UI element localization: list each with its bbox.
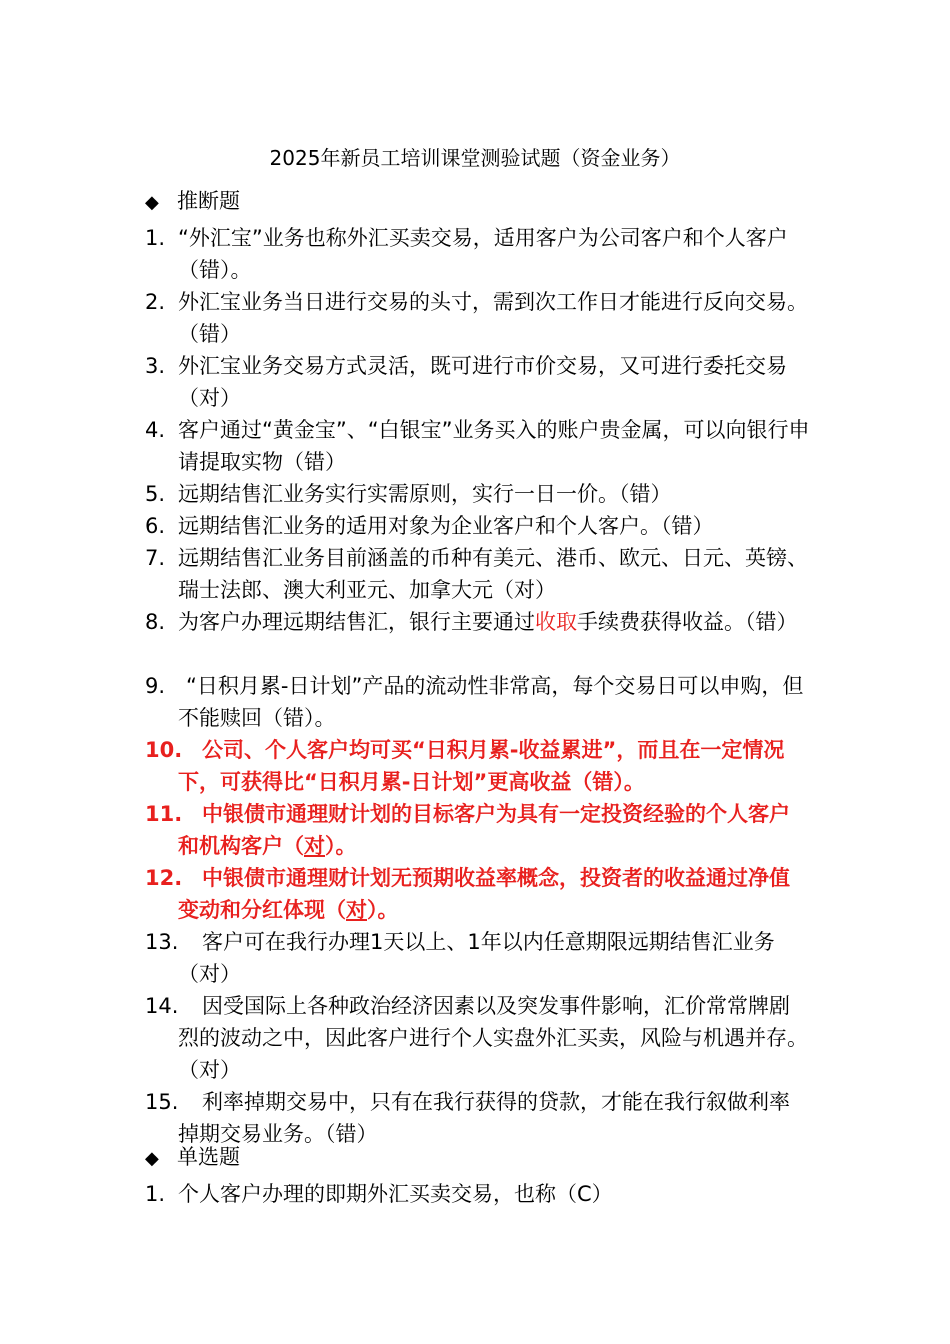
item-text: 远期结售汇业务目前涵盖的币种有美元、港币、欧元、日元、英镑、瑞士法郎、澳大利亚元、加拿大元（对） xyxy=(178,546,808,602)
item-text: 外汇宝业务交易方式灵活，既可进行市价交易，又可进行委托交易（对） xyxy=(178,354,787,410)
item-number: 4. xyxy=(145,418,166,442)
judgment-item-12 xyxy=(145,862,810,926)
judgment-item-2 xyxy=(145,286,810,350)
item-number: 11. xyxy=(145,802,183,826)
diamond-bullet-icon: ◆ xyxy=(145,1148,159,1169)
item-number: 5. xyxy=(145,482,166,506)
item-text: 远期结售汇业务的适用对象为企业客户和个人客户。（错） xyxy=(178,514,714,538)
diamond-bullet-icon: ◆ xyxy=(145,192,159,213)
answer-mark: 对 xyxy=(304,834,325,858)
item-text: 因受国际上各种政治经济因素以及突发事件影响，汇价常常牌剧烈的波动之中，因此客户进行个人实盘外汇买卖，风险与机遇并存。（对） xyxy=(178,994,808,1082)
judgment-item-4 xyxy=(145,414,810,478)
section-heading-label: 推断题 xyxy=(177,189,240,213)
item-text xyxy=(178,798,810,862)
judgment-item-6 xyxy=(145,510,810,542)
item-number: 7. xyxy=(145,546,166,570)
judgment-item-9 xyxy=(145,670,810,734)
item-text: “外汇宝”业务也称外汇买卖交易，适用客户为公司客户和个人客户（错）。 xyxy=(178,226,788,282)
judgment-item-3 xyxy=(145,350,810,414)
judgment-item-11 xyxy=(145,798,810,862)
item-text: “日积月累-日计划”产品的流动性非常高，每个交易日可以申购，但不能赎回（错）。 xyxy=(178,674,804,730)
item-text: 利率掉期交易中，只有在我行获得的贷款，才能在我行叙做利率掉期交易业务。（错） xyxy=(178,1090,790,1146)
single-choice-item-1 xyxy=(145,1178,810,1210)
judgment-item-7 xyxy=(145,542,810,606)
item-text xyxy=(178,862,810,926)
item-text: 远期结售汇业务实行实需原则，实行一日一价。（错） xyxy=(178,482,672,506)
judgment-item-15 xyxy=(145,1086,810,1150)
item-text-part: 手续费获得收益。（错） xyxy=(577,610,798,634)
item-number: 12. xyxy=(145,866,183,890)
item-text: 客户可在我行办理1天以上、1年以内任意期限远期结售汇业务（对） xyxy=(178,930,775,986)
item-number: 2. xyxy=(145,290,166,314)
item-text: 个人客户办理的即期外汇买卖交易，也称（C） xyxy=(178,1182,613,1206)
judgment-item-10 xyxy=(145,734,810,798)
item-number: 10. xyxy=(145,738,183,762)
item-text-part: ）。 xyxy=(325,834,357,858)
item-text-part: 中银债市通理财计划的目标客户为具有一定投资经验的个人客户和机构客户（ xyxy=(178,802,790,858)
section-heading-judgment xyxy=(145,186,240,218)
item-number: 8. xyxy=(145,610,166,634)
judgment-item-5 xyxy=(145,478,810,510)
item-text-part: 为客户办理远期结售汇，银行主要通过 xyxy=(178,610,535,634)
item-text-part: ）。 xyxy=(367,898,399,922)
item-number: 14. xyxy=(145,994,179,1018)
judgment-item-13 xyxy=(145,926,810,990)
answer-mark: 对 xyxy=(346,898,367,922)
document-title: 2025年新员工培训课堂测验试题（资金业务） xyxy=(269,146,681,170)
section-heading-single-choice xyxy=(145,1142,240,1174)
section-heading-label: 单选题 xyxy=(177,1145,240,1169)
item-number: 15. xyxy=(145,1090,179,1114)
item-number: 9. xyxy=(145,674,166,698)
item-text: 客户通过“黄金宝”、“白银宝”业务买入的账户贵金属，可以向银行申请提取实物（错） xyxy=(178,418,810,474)
highlighted-word: 收取 xyxy=(535,610,577,634)
item-number: 13. xyxy=(145,930,179,954)
item-text: 外汇宝业务当日进行交易的头寸，需到次工作日才能进行反向交易。（错） xyxy=(178,290,808,346)
item-text-part: 中银债市通理财计划无预期收益率概念，投资者的收益通过净值变动和分红体现（ xyxy=(178,866,790,922)
judgment-item-1 xyxy=(145,222,810,286)
judgment-item-8 xyxy=(145,606,810,638)
item-number: 1. xyxy=(145,226,166,250)
item-text: 公司、个人客户均可买“日积月累-收益累进”，而且在一定情况下，可获得比“日积月累-日计划”更高收益（错）。 xyxy=(178,738,785,794)
item-number: 3. xyxy=(145,354,166,378)
judgment-item-14 xyxy=(145,990,810,1086)
item-text xyxy=(178,606,810,638)
item-number: 6. xyxy=(145,514,166,538)
item-number: 1. xyxy=(145,1182,166,1206)
